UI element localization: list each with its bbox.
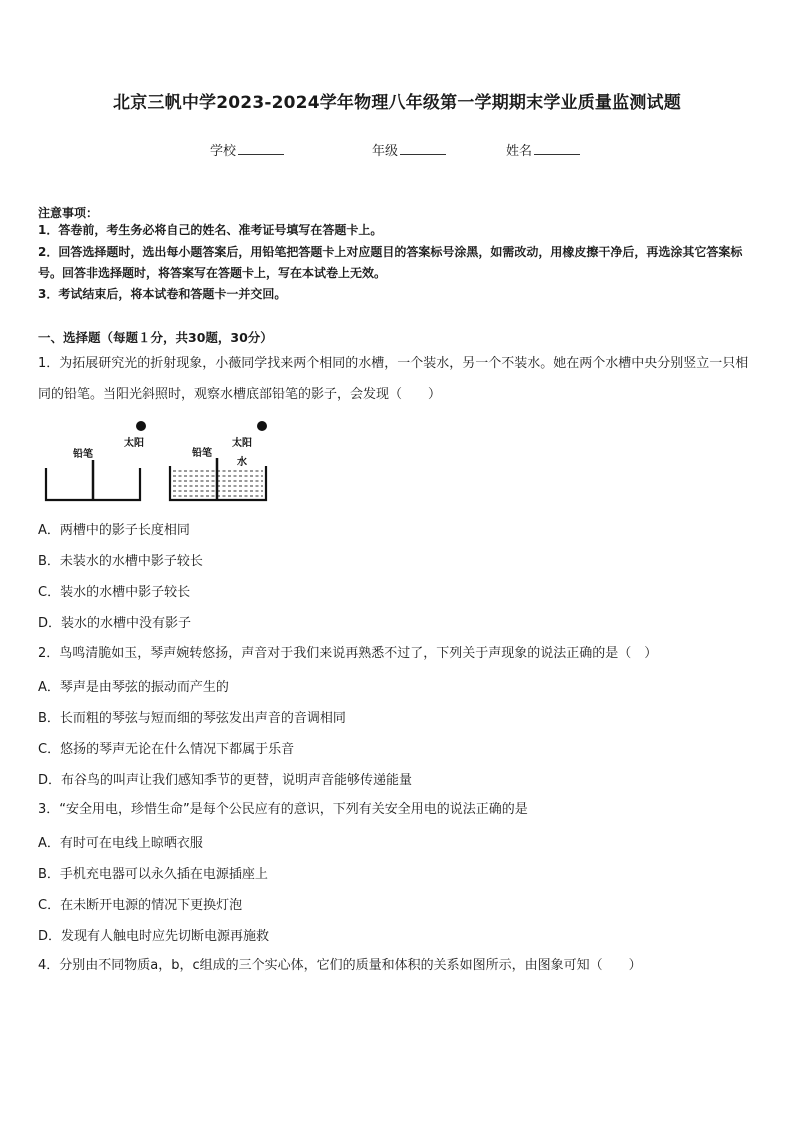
school-blank [238, 142, 284, 155]
note-item: 3．考试结束后，将本试卷和答题卡一并交回。 [38, 287, 287, 301]
grade-blank [400, 142, 446, 155]
right-sun-label: 太阳 [232, 438, 252, 449]
option: C．装水的水槽中影子较长 [38, 585, 191, 600]
name-blank [534, 142, 580, 155]
water-trough [170, 421, 267, 500]
grade-label: 年级 [372, 144, 399, 159]
option: D．发现有人触电时应先切断电源再施救 [38, 929, 270, 944]
right-pencil-label: 铅笔 [192, 448, 212, 459]
sun-left-icon [136, 421, 146, 431]
option: B．手机充电器可以永久插在电源插座上 [38, 867, 268, 882]
name-field [506, 140, 580, 159]
document-title: 北京三帆中学2023-2024学年物理八年级第一学期期末学业质量监测试题 [113, 93, 681, 113]
option: A．琴声是由琴弦的振动而产生的 [38, 680, 229, 695]
note-item: 2．回答选择题时，选出每小题答案后，用铅笔把答题卡上对应题目的答案标号涂黑，如需改动，用橡皮擦干净后，再选涂其它答案标号。回答非选择题时，将答案写在答题卡上，写在本试卷上无效。 [38, 245, 743, 280]
note-item: 1．答卷前，考生务必将自己的姓名、准考证号填写在答题卡上。 [38, 223, 383, 237]
left-pencil-label: 铅笔 [73, 449, 93, 460]
section-heading: 一、选择题（每题１分，共30题，30分） [38, 330, 273, 345]
question-stem: 4．分别由不同物质a，b，c组成的三个实心体，它们的质量和体积的关系如图所示，由图象可知（ ） [38, 958, 642, 973]
question-stem: 2．鸟鸣清脆如玉，琴声婉转悠扬，声音对于我们来说再熟悉不过了，下列关于声现象的说法正确的是（ ） [38, 646, 658, 661]
option: D．装水的水槽中没有影子 [38, 616, 192, 631]
school-label: 学校 [210, 144, 237, 159]
school-field [210, 140, 284, 159]
option: A．两槽中的影子长度相同 [38, 523, 190, 538]
trough-figure [40, 412, 280, 504]
grade-field [372, 140, 446, 159]
option: A．有时可在电线上晾晒衣服 [38, 836, 203, 851]
right-water-label: 水 [237, 457, 247, 468]
option: D．布谷鸟的叫声让我们感知季节的更替，说明声音能够传递能量 [38, 773, 413, 788]
option: B．长而粗的琴弦与短而细的琴弦发出声音的音调相同 [38, 711, 346, 726]
option: B．未装水的水槽中影子较长 [38, 554, 203, 569]
notes-heading: 注意事项： [38, 206, 99, 220]
question-stem: 1．为拓展研究光的折射现象，小薇同学找来两个相同的水槽，一个装水，另一个不装水。她在两个水槽中央分别竖立一只相同的铅笔。当阳光斜照时，观察水槽底部铅笔的影子，会发现（ ） [38, 356, 749, 402]
question-stem: 3．“安全用电，珍惜生命”是每个公民应有的意识，下列有关安全用电的说法正确的是 [38, 802, 528, 817]
sun-right-icon [257, 421, 267, 431]
empty-trough [46, 421, 146, 500]
left-sun-label: 太阳 [124, 438, 144, 449]
option: C．在未断开电源的情况下更换灯泡 [38, 898, 243, 913]
option: C．悠扬的琴声无论在什么情况下都属于乐音 [38, 742, 295, 757]
name-label: 姓名 [506, 144, 533, 159]
